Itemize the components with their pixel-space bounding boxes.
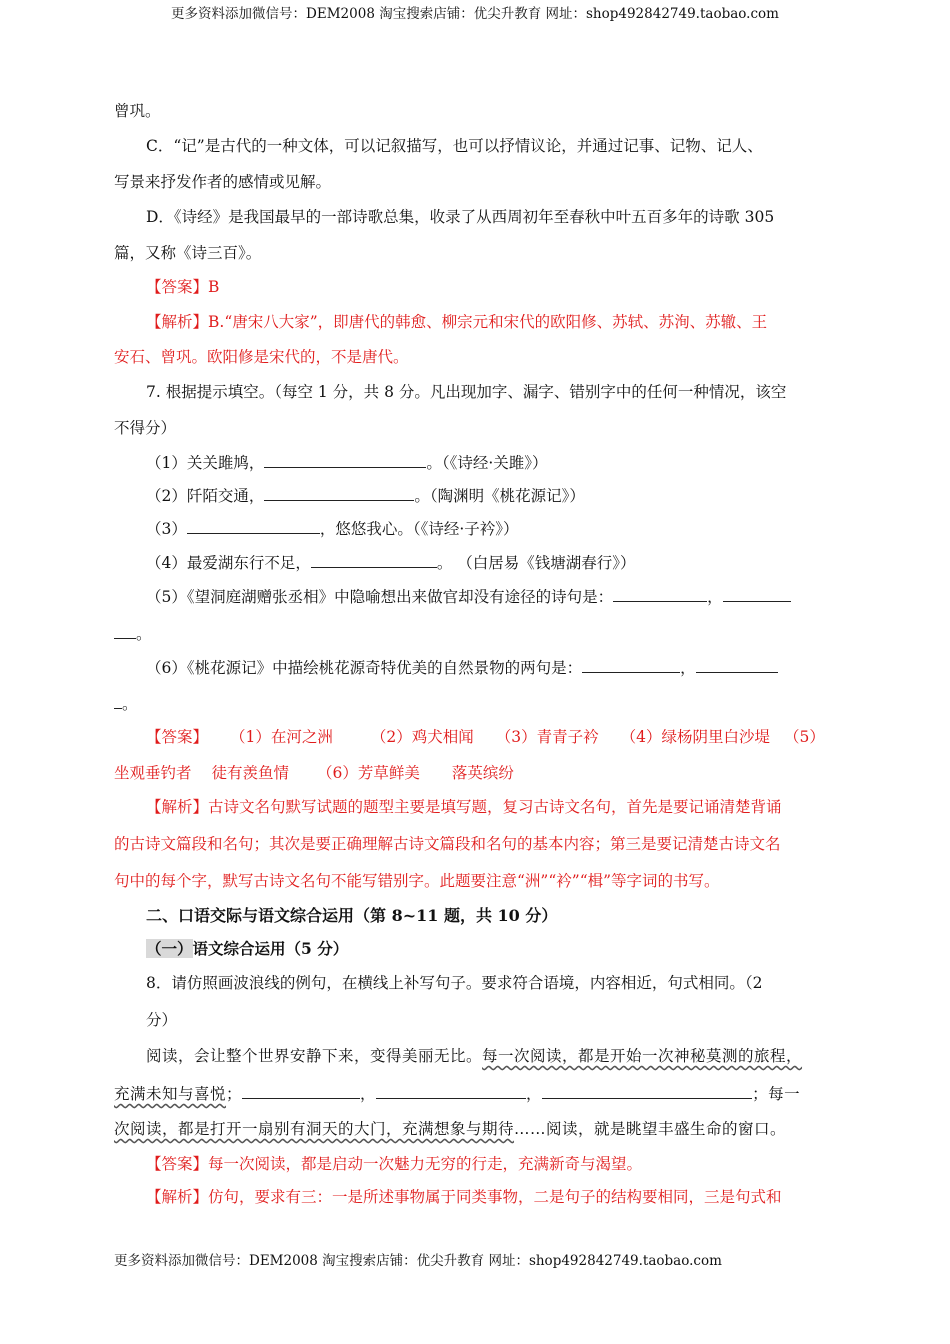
q8-passage-line2	[114, 1082, 836, 1105]
q6-option-c-line2: 写景来抒发作者的感情或见解。	[114, 173, 332, 191]
q7-item-4	[146, 551, 868, 574]
q8-passage-conclusion: ……阅读，就是眺望丰盛生命的窗口。	[514, 1120, 787, 1138]
q7-item-5-blank-b	[723, 585, 791, 602]
q6-option-c-line1: C．“记”是古代的一种文体，可以记叙描写，也可以抒情议论，并通过记事、记物、记人、	[146, 137, 763, 155]
q7-item-5-end: 。	[136, 625, 152, 643]
q7-item-2-blank	[264, 484, 414, 501]
q8-passage-line1	[146, 1045, 868, 1067]
q7-item-3	[146, 517, 868, 540]
q7-item-5-comma: ，	[707, 588, 723, 606]
q7-item-4-blank	[311, 551, 437, 568]
q7-item-6-blank-b	[696, 656, 778, 673]
q8-comma-1: ，	[360, 1085, 377, 1103]
q7-item-3-blank	[187, 517, 320, 534]
q7-answer-line1	[146, 726, 868, 748]
section-2-sub-title: 语文综合运用（5 分）	[192, 939, 349, 958]
q8-stem-line1: 8．请仿照画波浪线的例句，在横线上补写句子。要求符合语境，内容相近，句式相同。（2	[146, 974, 763, 992]
q7-item-6-blank-b-cont	[114, 692, 122, 709]
q8-stem-line2: 分）	[146, 1011, 178, 1029]
q7-answer-1: （1）在河之洲	[230, 728, 333, 746]
q6-option-d-line2: 篇，又称《诗三百》。	[114, 244, 262, 262]
q8-passage-line3	[114, 1118, 836, 1140]
q8-comma-2: ，	[526, 1085, 543, 1103]
q7-item-4-prompt: （4）最爱湖东行不足，	[146, 554, 311, 572]
q7-item-6	[146, 656, 868, 679]
q8-passage-intro: 阅读，会让整个世界安静下来，变得美丽无比。	[146, 1047, 483, 1065]
q7-answer-6a: （6）芳草鲜美	[317, 764, 420, 782]
q7-item-2-prompt: （2）阡陌交通，	[146, 487, 265, 505]
q7-item-5-cont	[114, 622, 836, 645]
q7-answer-3: （3）青青子衿	[495, 728, 599, 746]
q7-answer-4: （4）绿杨阴里白沙堤	[620, 728, 771, 746]
section-2-title: 二、口语交际与语文综合运用（第 8~11 题，共 10 分）	[146, 906, 558, 925]
q7-item-5-blank-b-cont	[114, 622, 136, 639]
q7-item-5	[146, 585, 868, 608]
q8-example-sentence-2: 次阅读，都是打开一扇别有洞天的大门，充满想象与期待	[114, 1120, 515, 1138]
q7-item-3-source: ，悠悠我心。（《诗经·子衿》）	[319, 520, 519, 538]
q7-stem-line2: 不得分）	[114, 419, 177, 437]
q7-item-2-source: 。（陶渊明《桃花源记》）	[414, 487, 585, 505]
q8-blank-1	[242, 1082, 360, 1099]
q8-answer: 【答案】每一次阅读，都是启动一次魅力无穷的行走，充满新奇与渴望。	[146, 1155, 643, 1173]
q7-answer-5-label: （5）	[784, 728, 825, 746]
q7-answer-2: （2）鸡犬相闻	[370, 728, 474, 746]
q7-item-6-comma: ，	[680, 659, 696, 677]
q8-semicolon: ；	[226, 1085, 243, 1103]
q6-explanation-line1: 【解析】B.“唐宋八大家”，即唐代的韩愈、柳宗元和宋代的欧阳修、苏轼、苏洵、苏辙、王	[146, 313, 768, 331]
q7-item-5-blank-a	[613, 585, 707, 602]
q7-item-1-blank	[264, 451, 426, 468]
q6-option-d-line1: D．《诗经》是我国最早的一部诗歌总集，收录了从西周初年至春秋中叶五百多年的诗歌 305	[146, 208, 775, 226]
q8-blank-2	[376, 1082, 526, 1099]
q7-explanation-line2: 的古诗文篇段和名句；其次是要正确理解古诗文篇段和名句的基本内容；第三是要记清楚古诗文名	[114, 835, 781, 853]
q7-item-6-blank-a	[582, 656, 680, 673]
q6-answer: 【答案】B	[146, 278, 220, 296]
q8-explanation-line1: 【解析】仿句，要求有三：一是所述事物属于同类事物，二是句子的结构要相同，三是句式和	[146, 1188, 782, 1206]
q7-item-6-prompt: （6）《桃花源记》中描绘桃花源奇特优美的自然景物的两句是：	[146, 659, 583, 677]
q7-stem-line1: 7. 根据提示填空。（每空 1 分，共 8 分。凡出现加字、漏字、错别字中的任何一种情况，该空	[146, 383, 787, 401]
q8-example-sentence-end: 充满未知与喜悦	[114, 1085, 227, 1103]
q7-answer-label: 【答案】	[146, 728, 209, 746]
page-header: 更多资料添加微信号：DEM2008 淘宝搜索店铺：优尖升教育 网址：shop492842749.taobao.com	[171, 6, 779, 22]
q7-answer-line2	[114, 762, 836, 784]
q8-example-sentence: 每一次阅读，都是开始一次神秘莫测的旅程，	[482, 1047, 803, 1065]
q7-answer-5b: 徒有羡鱼情	[211, 764, 290, 782]
q7-item-4-source: 。 （白居易《钱塘湖春行》）	[436, 554, 636, 572]
q8-blank-3	[542, 1082, 752, 1099]
q7-answer-5a: 坐观垂钓者	[114, 764, 192, 782]
q7-item-1-prompt: （1）关关雎鸠，	[146, 454, 265, 472]
section-2-subtitle	[146, 938, 868, 960]
section-2-sub-label: （一）	[146, 939, 193, 958]
q7-explanation-line1: 【解析】古诗文名句默写试题的题型主要是填写题，复习古诗文名句，首先是要记诵清楚背诵	[146, 798, 782, 816]
q7-answer-6b: 落英缤纷	[451, 764, 514, 782]
q7-item-1-source: 。（《诗经·关雎》）	[426, 454, 548, 472]
q6-continuation: 曾巩。	[114, 102, 161, 120]
q7-explanation-line3: 句中的每个字，默写古诗文名句不能写错别字。此题要注意“洲”“衿”“楫”等字词的书写。	[114, 872, 720, 890]
q7-item-6-cont	[114, 692, 836, 715]
q7-item-5-prompt: （5）《望洞庭湖赠张丞相》中隐喻想出来做官却没有途径的诗句是：	[146, 588, 614, 606]
q7-item-1	[146, 451, 868, 474]
q7-item-6-end: 。	[122, 695, 138, 713]
q6-explanation-line2: 安石、曾巩。欧阳修是宋代的，不是唐代。	[114, 348, 409, 366]
q8-passage-next: ；每一	[752, 1085, 801, 1103]
q7-item-2	[146, 484, 868, 507]
page-footer: 更多资料添加微信号：DEM2008 淘宝搜索店铺：优尖升教育 网址：shop492842749.taobao.com	[114, 1253, 722, 1269]
q7-item-3-prompt: （3）	[146, 520, 187, 538]
